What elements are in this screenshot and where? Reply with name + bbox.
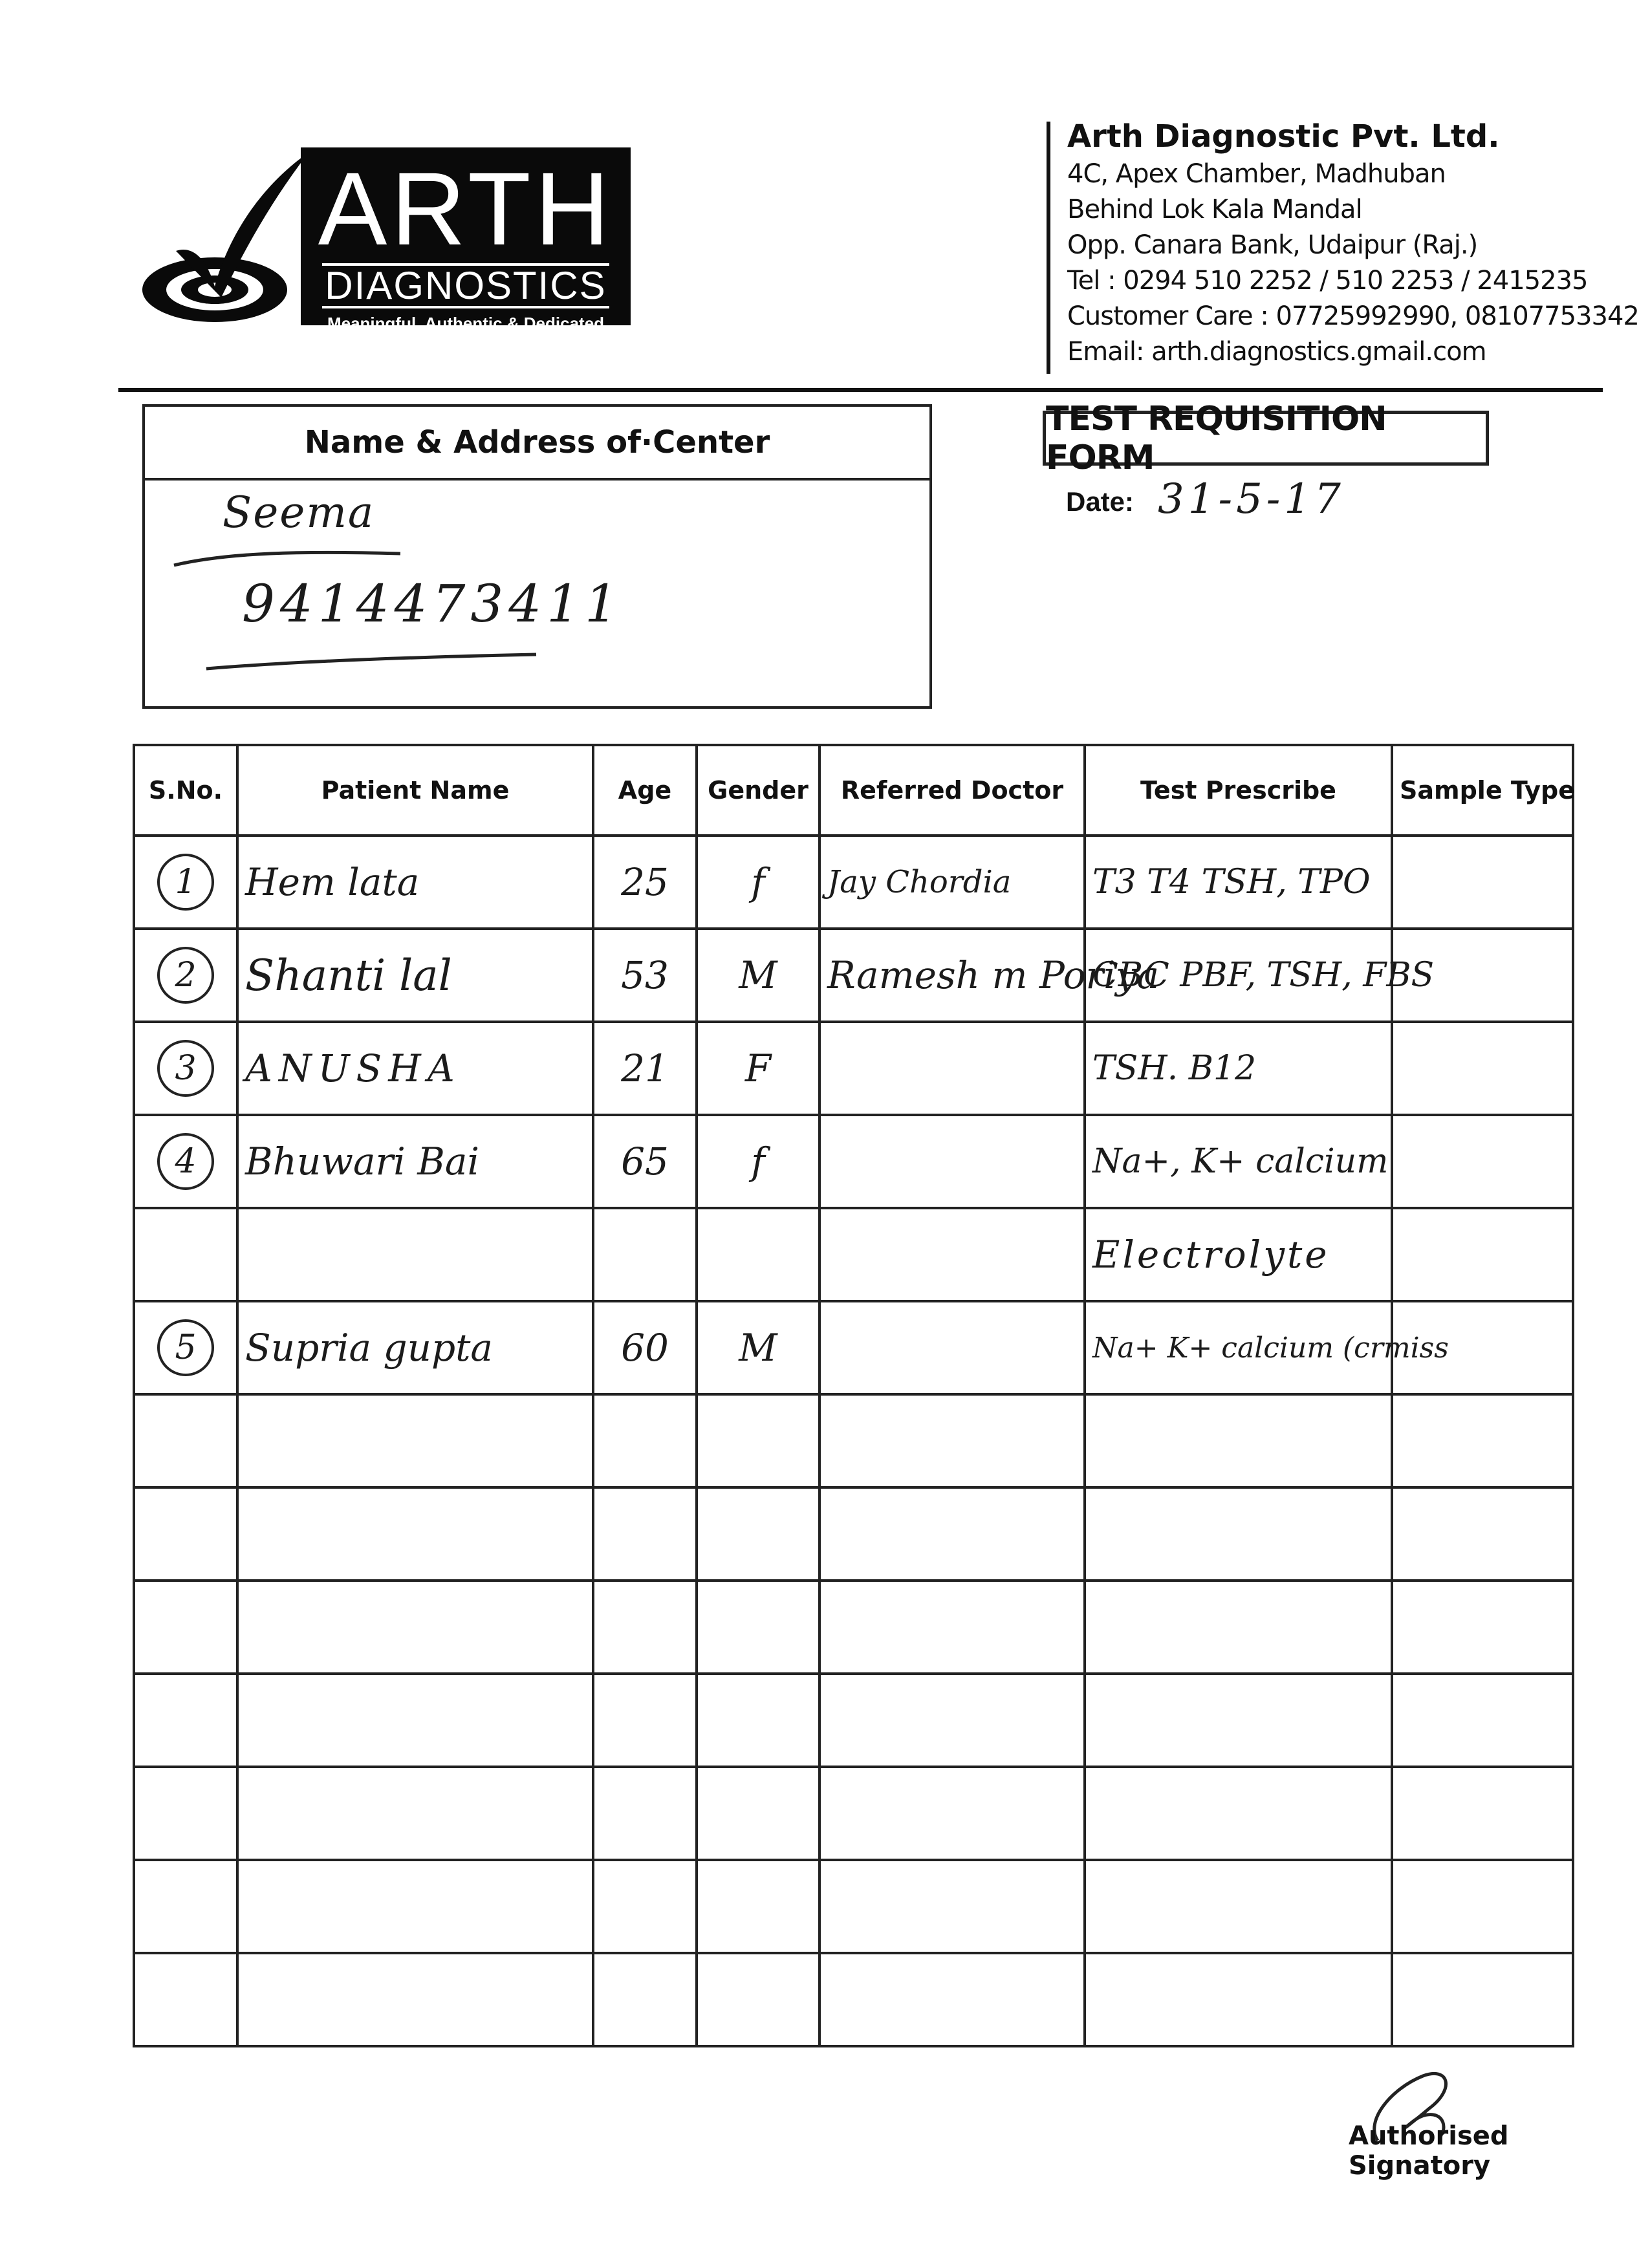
phone-line: Tel : 0294 510 2252 / 510 2253 / 2415235 <box>1067 266 1588 296</box>
test-prescribe: Na+, K+ calcium <box>1085 1115 1392 1208</box>
test-prescribe: Na+ K+ calcium (crmiss <box>1085 1301 1392 1394</box>
row-sno: 1 <box>157 854 214 911</box>
company-address <box>1067 116 1639 370</box>
row-sno: 3 <box>157 1040 214 1097</box>
col-header-referred-doctor: Referred Doctor <box>820 745 1085 836</box>
table-row-empty <box>134 1860 1573 1953</box>
patient-name: ANUSHA <box>237 1022 593 1115</box>
address-line: Behind Lok Kala Mandal <box>1067 195 1362 224</box>
test-prescribe: TSH. B12 <box>1085 1022 1392 1115</box>
address-line: 4C, Apex Chamber, Madhuban <box>1067 159 1446 189</box>
patient-name: Bhuwari Bai <box>237 1115 593 1208</box>
table-row <box>134 1208 1573 1301</box>
logo-wordmark <box>301 147 631 333</box>
referred-doctor: Ramesh m Poriya <box>820 929 1085 1022</box>
center-box <box>142 404 932 709</box>
col-header-age: Age <box>593 745 697 836</box>
table-header-row <box>134 745 1573 836</box>
table-row-empty <box>134 1674 1573 1767</box>
center-heading: Name & Address of·Center <box>145 407 929 481</box>
patient-age: 65 <box>593 1115 697 1208</box>
patient-gender: M <box>697 929 820 1022</box>
table-row-empty <box>134 1487 1573 1581</box>
row-sno: 2 <box>157 947 214 1004</box>
row-sno: 4 <box>157 1133 214 1190</box>
col-header-sno: S.No. <box>134 745 237 836</box>
date-label: Date: <box>1066 486 1134 517</box>
patient-table <box>133 744 1574 2047</box>
col-header-patient-name: Patient Name <box>237 745 593 836</box>
table-row-empty <box>134 1767 1573 1860</box>
patient-name <box>237 1208 593 1301</box>
authorised-signatory-label: Authorised Signatory <box>1349 2121 1509 2181</box>
date-value: 31-5-17 <box>1158 475 1345 523</box>
sample-type <box>1392 1022 1573 1115</box>
table-row-empty <box>134 1581 1573 1674</box>
row-sno <box>134 1208 237 1301</box>
col-header-test-prescribe: Test Prescribe <box>1085 745 1392 836</box>
underline-squiggle <box>171 546 404 572</box>
header-rule <box>118 388 1603 392</box>
patient-age: 53 <box>593 929 697 1022</box>
form-title: TEST REQUISITION FORM <box>1043 411 1489 466</box>
table-row-empty <box>134 1394 1573 1487</box>
sample-type <box>1392 836 1573 929</box>
patient-gender: f <box>697 836 820 929</box>
patient-gender: f <box>697 1115 820 1208</box>
patient-age: 21 <box>593 1022 697 1115</box>
logo-subtitle: DIAGNOSTICS <box>322 263 609 308</box>
patient-gender: M <box>697 1301 820 1394</box>
table-row <box>134 1115 1573 1208</box>
customer-care-line: Customer Care : 07725992990, 08107753342 <box>1067 301 1639 331</box>
sample-type <box>1392 1115 1573 1208</box>
row-sno: 5 <box>157 1319 214 1376</box>
referred-doctor <box>820 1301 1085 1394</box>
referred-doctor <box>820 1115 1085 1208</box>
table-row <box>134 836 1573 929</box>
table-row <box>134 1301 1573 1394</box>
patient-name: Supria gupta <box>237 1301 593 1394</box>
company-name: Arth Diagnostic Pvt. Ltd. <box>1067 118 1500 155</box>
center-name: Seema <box>223 488 375 537</box>
target-checkmark-logo-icon <box>137 147 318 329</box>
table-row <box>134 929 1573 1022</box>
patient-name: Hem lata <box>237 836 593 929</box>
underline-squiggle <box>203 643 539 675</box>
patient-age <box>593 1208 697 1301</box>
patient-age: 60 <box>593 1301 697 1394</box>
test-prescribe: CBC PBF, TSH, FBS <box>1085 929 1392 1022</box>
test-prescribe: Electrolyte <box>1085 1208 1392 1301</box>
patient-gender <box>697 1208 820 1301</box>
patient-age: 25 <box>593 836 697 929</box>
email-line: Email: arth.diagnostics.gmail.com <box>1067 337 1486 367</box>
referred-doctor <box>820 1208 1085 1301</box>
test-prescribe: T3 T4 TSH, TPO <box>1085 836 1392 929</box>
table-row <box>134 1022 1573 1115</box>
address-line: Opp. Canara Bank, Udaipur (Raj.) <box>1067 230 1478 260</box>
patient-gender: F <box>697 1022 820 1115</box>
col-header-sample-type: Sample Type <box>1392 745 1573 836</box>
logo-tagline: Meaningful, Authentic & Dedicated <box>327 314 605 333</box>
referred-doctor <box>820 1022 1085 1115</box>
center-phone: 9414473411 <box>242 574 623 634</box>
table-row-empty <box>134 1953 1573 2046</box>
address-divider <box>1047 122 1050 374</box>
referred-doctor: Jay Chordia <box>820 836 1085 929</box>
col-header-gender: Gender <box>697 745 820 836</box>
patient-name: Shanti lal <box>237 929 593 1022</box>
sample-type <box>1392 1208 1573 1301</box>
logo-word: ARTH <box>318 151 614 266</box>
